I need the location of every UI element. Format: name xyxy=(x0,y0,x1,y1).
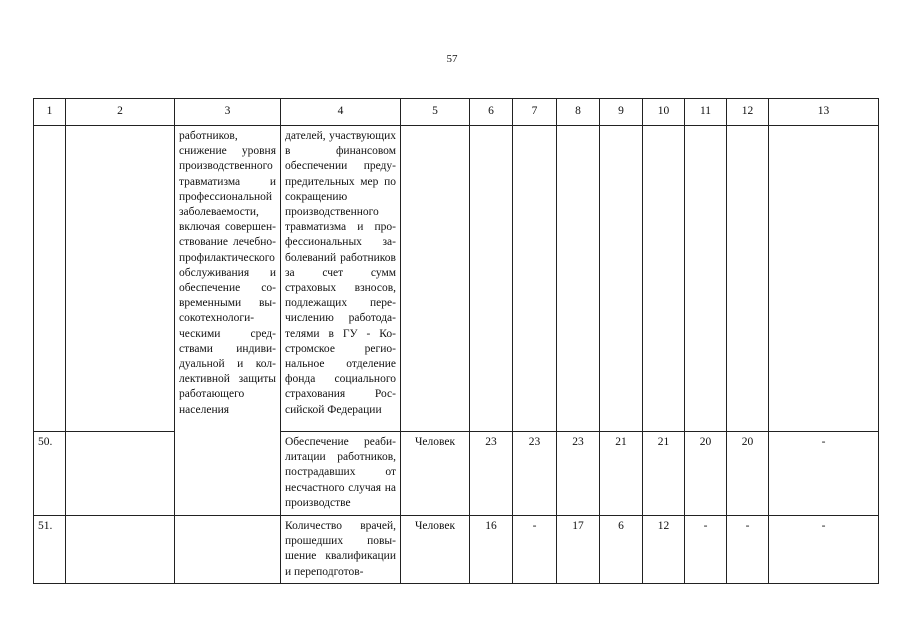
cell-col8: 23 xyxy=(557,432,600,516)
header-cell: 5 xyxy=(401,99,470,126)
cell-col9: 21 xyxy=(600,432,643,516)
cell-col7: 23 xyxy=(513,432,557,516)
header-cell: 6 xyxy=(470,99,513,126)
header-cell: 3 xyxy=(175,99,281,126)
header-cell: 8 xyxy=(557,99,600,126)
table-row xyxy=(34,126,879,432)
cell-col4-indicator: дателей, участвующих в финансовом обеспечении предупредительных мер по сокращению производственного травматизма и профессиональных заболеваний работников за счет сумм страховых взносов, подлежащих перечислению работодателями в ГУ - Костромское региональное отделение фонда социального страхования Российской Федерации xyxy=(281,126,401,432)
cell-col5-unit: Человек xyxy=(401,432,470,516)
cell-col8: 17 xyxy=(557,516,600,584)
header-cell: 9 xyxy=(600,99,643,126)
cell-col5-unit xyxy=(401,126,470,432)
cell-col6: 16 xyxy=(470,516,513,584)
cell-col7: - xyxy=(513,516,557,584)
row-number-cell: 51. xyxy=(34,516,66,584)
cell-col11: - xyxy=(685,516,727,584)
cell-col11: 20 xyxy=(685,432,727,516)
cell-col6: 23 xyxy=(470,432,513,516)
header-cell: 12 xyxy=(727,99,769,126)
header-cell: 11 xyxy=(685,99,727,126)
row-number-cell xyxy=(34,126,66,432)
cell-col9 xyxy=(600,126,643,432)
row-number-cell: 50. xyxy=(34,432,66,516)
header-cell: 2 xyxy=(66,99,175,126)
cell-col6 xyxy=(470,126,513,432)
cell-col10: 21 xyxy=(643,432,685,516)
cell-col9: 6 xyxy=(600,516,643,584)
header-cell: 10 xyxy=(643,99,685,126)
data-table xyxy=(33,98,879,584)
cell-col5-unit: Человек xyxy=(401,516,470,584)
page-number: 57 xyxy=(446,53,458,65)
cell-col8 xyxy=(557,126,600,432)
cell-col13 xyxy=(769,126,879,432)
cell-col3-goal: работников, снижение уровня производственного травматизма и профессиональной заболеваемости, включая совершенствование лечебно-профилактического обслуживания и обеспечение современными высокотехнологическими средствами индивидуальной и коллективной защиты работающего населения xyxy=(175,126,281,516)
cell-col11 xyxy=(685,126,727,432)
header-cell: 4 xyxy=(281,99,401,126)
table-row xyxy=(34,432,879,516)
cell-col4-indicator: Количество врачей, прошедших повышение квалификации и переподготов- xyxy=(281,516,401,584)
cell-col2 xyxy=(66,432,175,516)
header-cell: 7 xyxy=(513,99,557,126)
cell-col13: - xyxy=(769,432,879,516)
cell-col12: - xyxy=(727,516,769,584)
cell-col7 xyxy=(513,126,557,432)
header-row xyxy=(34,99,879,126)
cell-col12 xyxy=(727,126,769,432)
cell-col10: 12 xyxy=(643,516,685,584)
cell-col2 xyxy=(66,516,175,584)
header-cell: 13 xyxy=(769,99,879,126)
header-cell: 1 xyxy=(34,99,66,126)
cell-col10 xyxy=(643,126,685,432)
cell-col4-indicator: Обеспечение реабилитации работников, пострадавших от несчастного случая на производстве xyxy=(281,432,401,516)
cell-col3-goal xyxy=(175,516,281,584)
cell-col12: 20 xyxy=(727,432,769,516)
cell-col2 xyxy=(66,126,175,432)
cell-col13: - xyxy=(769,516,879,584)
table-row xyxy=(34,516,879,584)
